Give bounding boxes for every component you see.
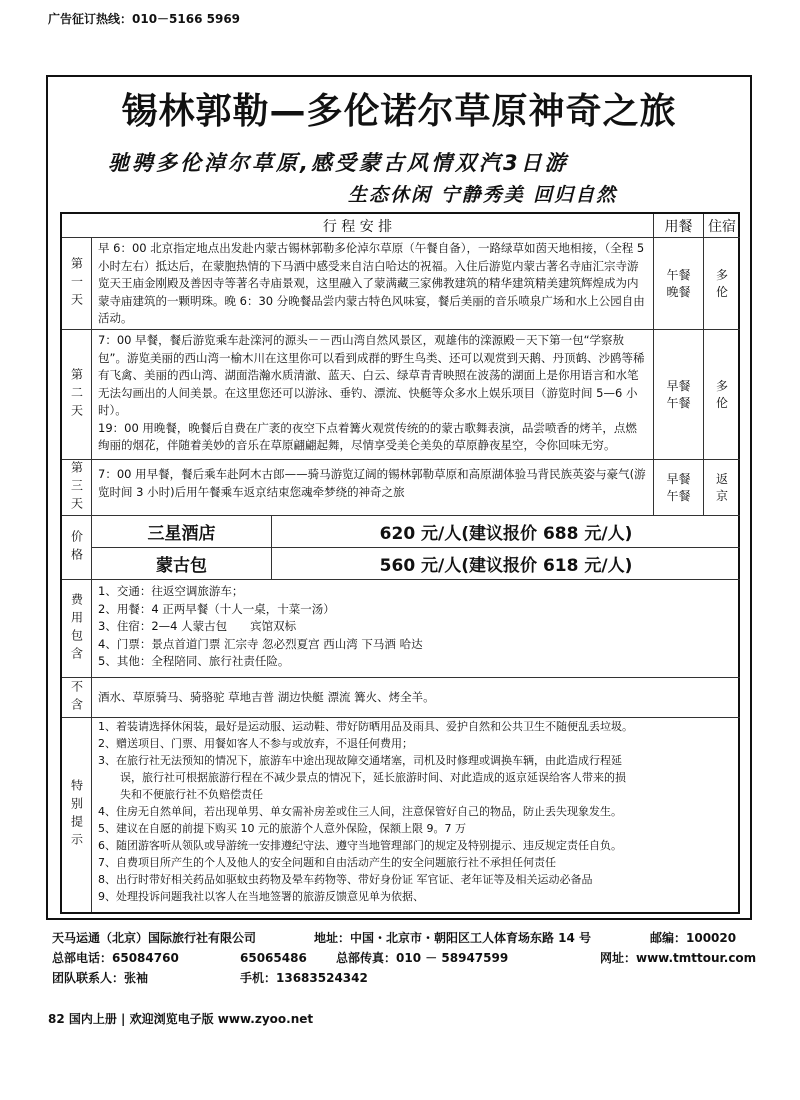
team-contact: 团队联系人：张袖: [52, 971, 149, 985]
header-stay: 住宿: [704, 214, 740, 238]
day2-stay: 多伦: [704, 330, 740, 460]
tip-item: 1、着装请选择休闲装，最好是运动服、运动鞋、带好防晒用品及雨具、爱护自然和公共卫生不随便乱丢垃圾。: [98, 720, 633, 733]
ad-hotline: 广告征订热线：010－5166 5969: [48, 12, 241, 26]
day1-stay: 多伦: [704, 238, 740, 330]
day1-meal-lunch: 午餐: [666, 267, 691, 282]
slogan: 生态休闲 宁静秀美 回归自然: [348, 184, 618, 206]
page-title: 锡林郭勒—多伦诺尔草原神奇之旅: [121, 91, 677, 132]
day2-label: 第二天: [62, 330, 92, 460]
tips-list: [92, 718, 740, 912]
hotel-yurt: 蒙古包: [92, 548, 272, 580]
include-item: 3、住宿：2—4 人蒙古包 宾馆双标: [98, 619, 297, 633]
header-itinerary: 行 程 安 排: [62, 214, 654, 238]
tips-label: 特别提示: [62, 718, 92, 912]
tip-item: 失和不便旅行社不负赔偿责任: [98, 788, 263, 801]
company-phone-2: 65065486: [240, 951, 307, 965]
tip-item: 4、住房无自然单间，若出现单男、单女需补房差或住三人间，注意保管好自己的物品，防止丢失现象发生。: [98, 805, 622, 818]
day2-meals: [654, 330, 704, 460]
tip-item: 5、建议在自愿的前提下购买 10 元的旅游个人意外保险，保额上限 9。7 万: [98, 822, 466, 835]
include-list: [92, 580, 740, 678]
tour-frame: [46, 75, 752, 920]
day2-meal-breakfast: 早餐: [666, 378, 691, 393]
price-label: 价格: [62, 516, 92, 580]
company-name: 天马运通（北京）国际旅行社有限公司: [52, 931, 257, 945]
day1-itinerary: 早 6：00 北京指定地点出发赴内蒙古锡林郭勒多伦淖尔草原（午餐自备），一路绿草如茵天地相接，（全程 5 小时左右）抵达后，在蒙胞热情的下马酒中感受来自洁白哈达的祝福。入住后游览内蒙古著名寺庙汇宗寺游览天王庙金刚殿及善因寺等著名寺庙景观，这里融入了蒙满藏三家佛教建筑的精华建筑精美建筑辉煌成为内蒙寺庙建筑的一颗明珠。晚 6：30 分晚餐品尝内蒙古特色风味宴，餐后美丽的音乐喷泉广场和水上公园自由活动。: [92, 238, 654, 330]
tip-item: 8、出行时带好相关药品如驱蚊虫药物及晕车药物等、带好身份证 军官证、老年证等及相关运动必备品: [98, 873, 593, 886]
company-address: 地址：中国・北京市・朝阳区工人体育场东路 14 号: [314, 931, 592, 945]
price-three-star: 620 元/人(建议报价 688 元/人): [272, 516, 740, 548]
include-item: 4、门票：景点首道门票 汇宗寺 忽必烈夏宫 西山湾 下马酒 哈达: [98, 636, 423, 651]
tip-item: 2、赠送项目、门票、用餐如客人不参与或放弃，不退任何费用；: [98, 737, 413, 750]
company-website[interactable]: 网址：www.tmttour.com: [600, 951, 757, 965]
day3-stay: 返京: [704, 460, 740, 516]
company-postcode: 邮编：100020: [650, 931, 737, 945]
tip-item: 7、自费项目所产生的个人及他人的安全问题和自由活动产生的安全问题旅行社不承担任何责任: [98, 856, 556, 869]
include-item: 1、交通：往返空调旅游车；: [98, 584, 244, 598]
exclude-label: 不含: [62, 678, 92, 718]
tip-item: 6、随团游客听从领队或导游统一安排遵纪守法、遵守当地管理部门的规定及特别提示、违反规定责任自负。: [98, 839, 622, 852]
day1-meals: [654, 238, 704, 330]
company-footer: [52, 928, 757, 988]
tip-item: 9、处理投诉问题我社以客人在当地签署的旅游反馈意见单为依据、: [98, 890, 424, 903]
company-fax: 总部传真：010 － 58947599: [336, 951, 509, 965]
day2-meal-lunch: 午餐: [666, 395, 691, 410]
hotel-three-star: 三星酒店: [92, 516, 272, 548]
day2-text-morning: 7：00 早餐，餐后游览乘车赴滦河的源头－－西山湾自然风景区，观雄伟的滦源殿－天下第一包“学察敖包”。游览美丽的西山湾一榆木川在这里你可以看到成群的野生鸟类、还可以观赏到天鹅、丹顶鹤、沙鸥等稀有飞禽、美丽的西山湾、湖面浩瀚水质清澈、蓝天、白云、绿草青青映照在波荡的湖面上是你用语言和水笔无法勾画出的人间美景。在这里您还可以游泳、垂钓、漂流、快艇等众多水上娱乐项目（游览时间 5—6 小时）。: [98, 333, 645, 417]
company-phone: 总部电话：65084760: [52, 951, 179, 965]
day1-meal-dinner: 晚餐: [666, 284, 691, 299]
day3-meal-breakfast: 早餐: [666, 471, 691, 486]
team-mobile: 手机：13683524342: [240, 971, 368, 985]
exclude-text: 酒水、草原骑马、骑骆驼 草地吉普 湖边快艇 漂流 篝火、烤全羊。: [92, 678, 740, 718]
include-label: 费用包含: [62, 580, 92, 678]
header-meal: 用餐: [654, 214, 704, 238]
tip-item: 误，旅行社可根据旅游行程在不减少景点的情况下，延长旅游时间、对此造成的返京延误给客人带来的损: [98, 771, 626, 784]
day3-itinerary: 7：00 用早餐，餐后乘车赴阿木古郎——骑马游览辽阔的锡林郭勒草原和高原湖体验马背民族英姿与豪气(游览时间 3 小时)后用午餐乘车返京结束您魂牵梦绕的神奇之旅: [92, 460, 654, 516]
include-item: 2、用餐：4 正两早餐（十人一桌，十菜一汤）: [98, 601, 335, 616]
page-footer: 82 国内上册 | 欢迎浏览电子版 www.zyoo.net: [48, 1012, 314, 1026]
day2-itinerary: [92, 330, 654, 460]
day1-label: 第一天: [62, 238, 92, 330]
tip-item: 3、在旅行社无法预知的情况下，旅游车中途出现故障交通堵塞，司机及时修理或调换车辆，由此造成行程延: [98, 754, 622, 767]
include-item: 5、其他：全程陪同、旅行社责任险。: [98, 654, 290, 668]
day3-label: 第三天: [62, 460, 92, 516]
subtitle: 驰骋多伦淖尔草原,感受蒙古风情双汽3日游: [108, 151, 569, 175]
day3-meal-lunch: 午餐: [666, 488, 691, 503]
itinerary-table: [60, 212, 740, 914]
price-yurt: 560 元/人(建议报价 618 元/人): [272, 548, 740, 580]
day3-meals: [654, 460, 704, 516]
day2-text-evening: 19：00 用晚餐，晚餐后自费在广袤的夜空下点着篝火观赏传统的的蒙古歌舞表演，品尝喷香的烤羊，点燃绚丽的烟花，伴随着美妙的音乐在草原翩翩起舞，尽情享受美仑美奂的草原静夜星空，令你回味无穷。: [98, 420, 637, 452]
